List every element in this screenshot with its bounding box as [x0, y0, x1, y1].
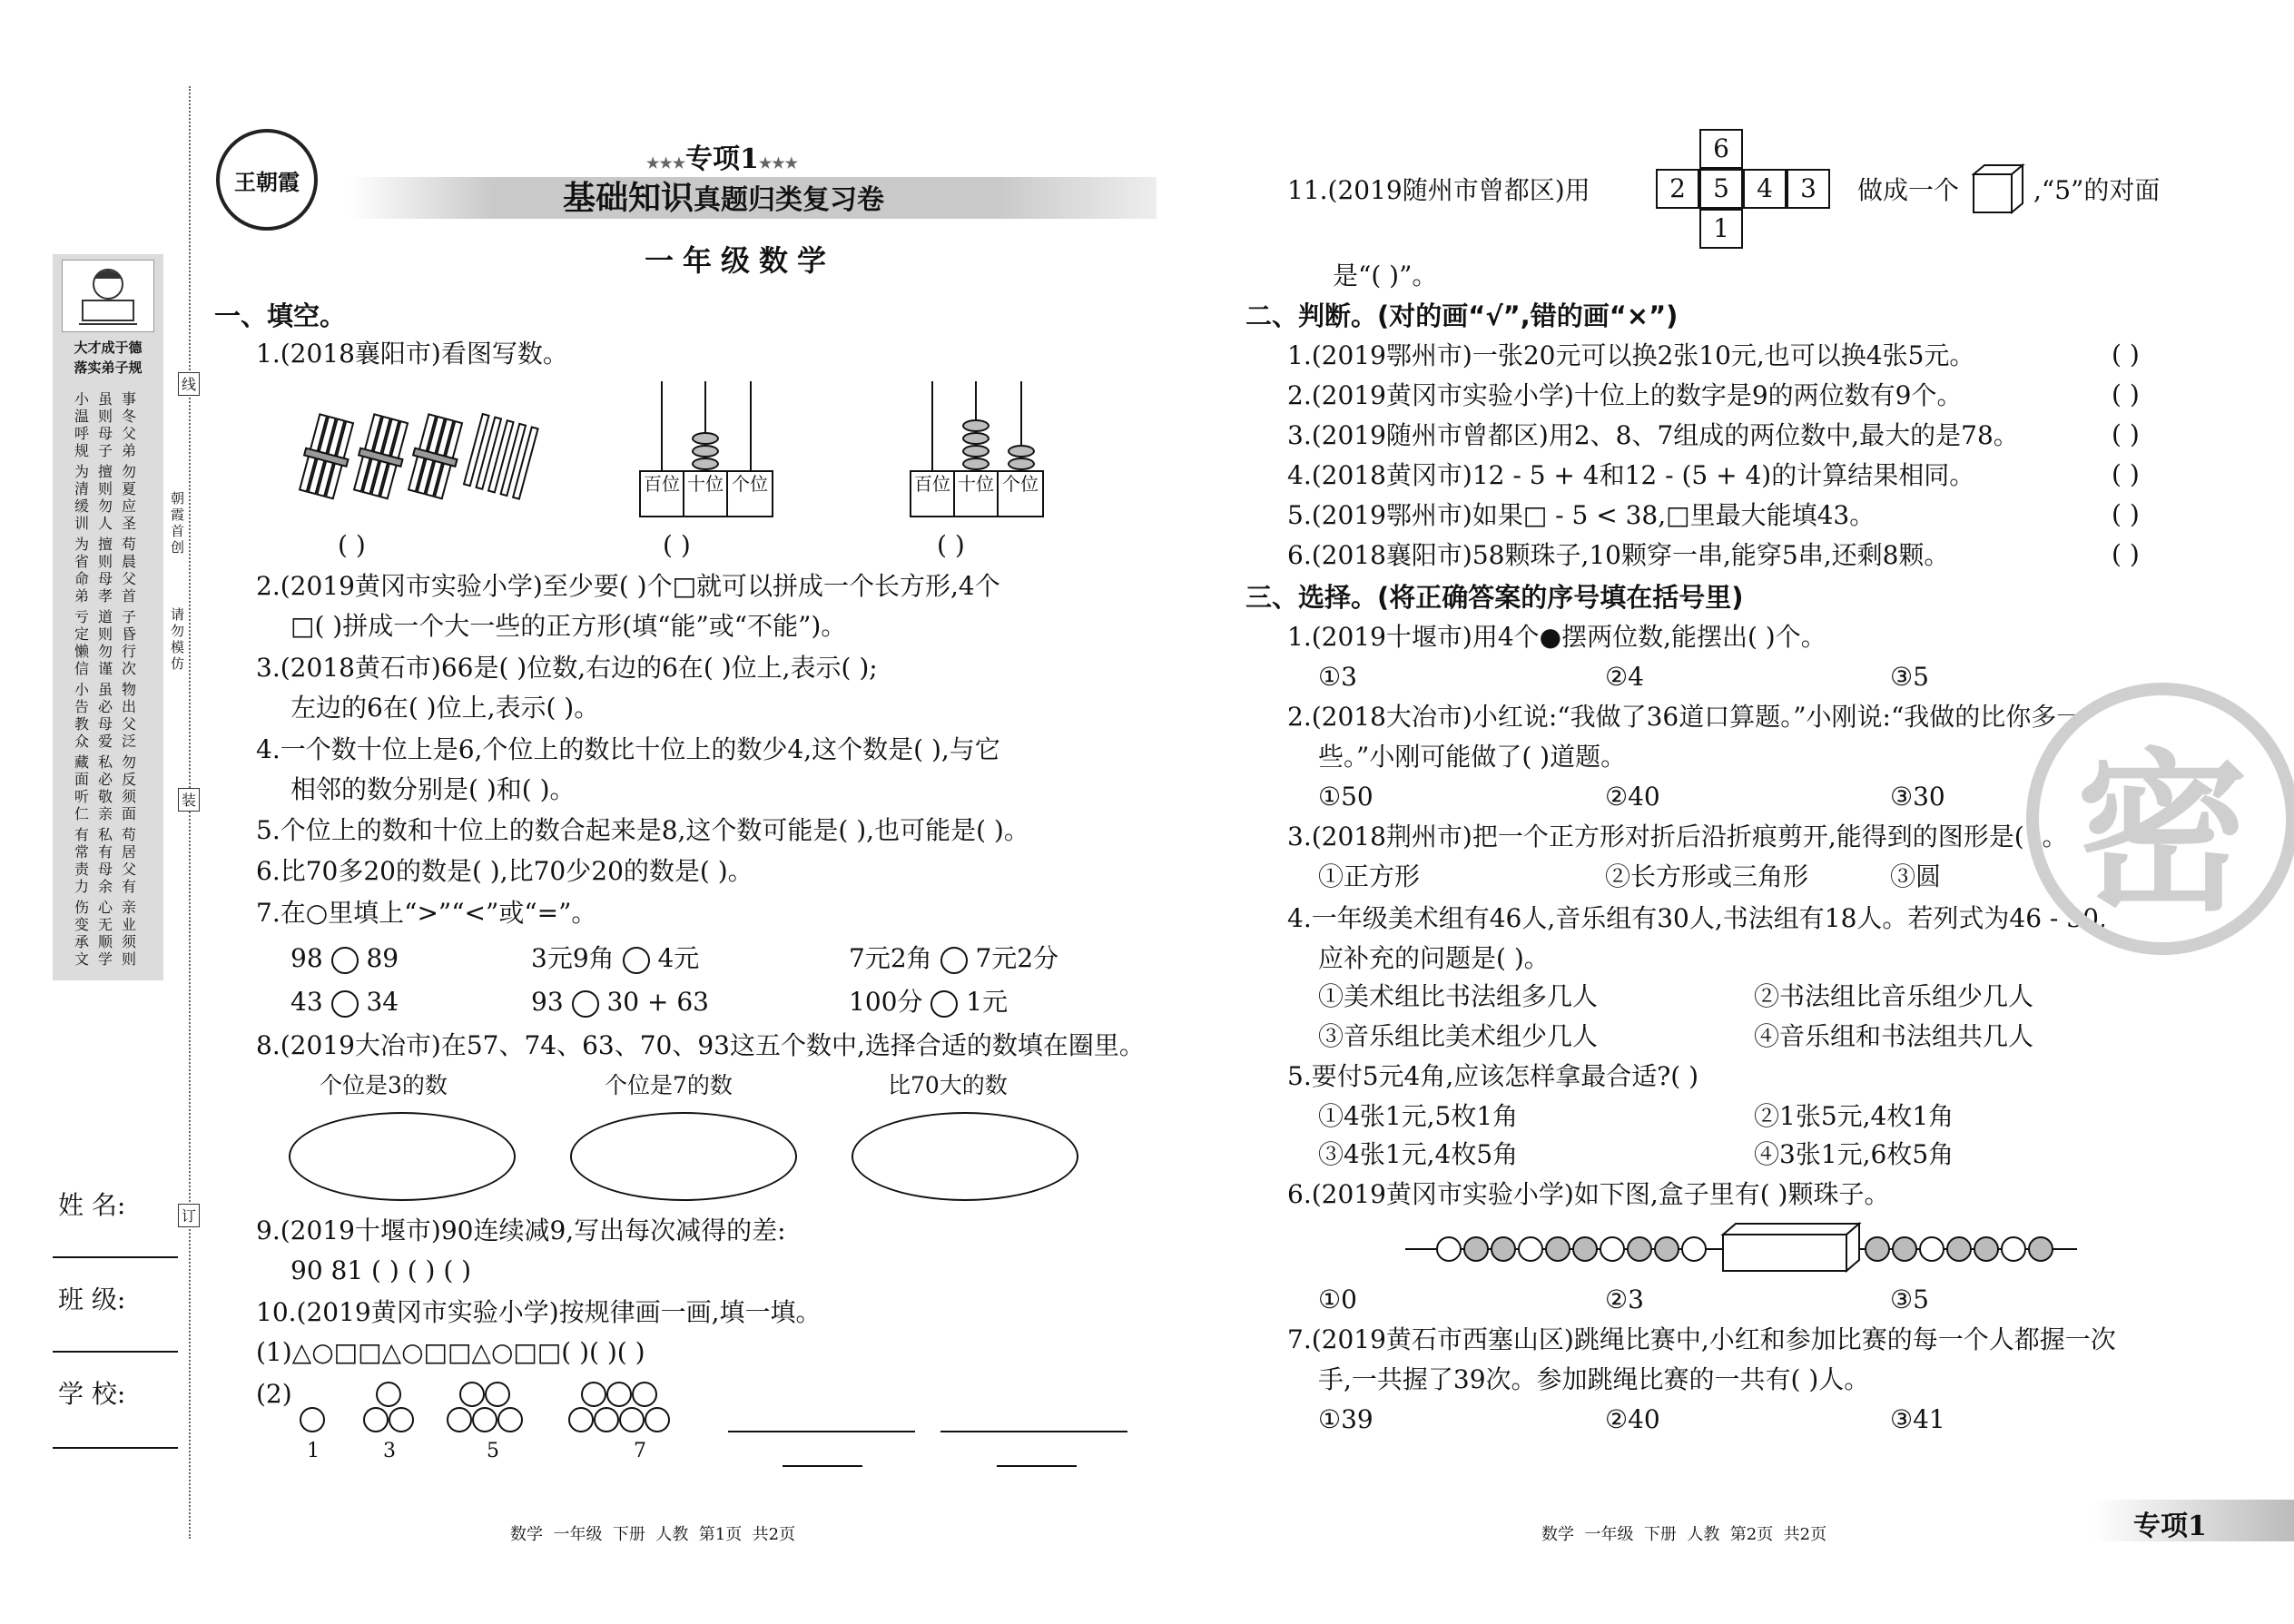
sidebar-verse-char: 文	[74, 950, 89, 968]
sidebar-verse-char: 擅	[97, 463, 113, 480]
q10-number-5: 5	[487, 1440, 499, 1462]
q5: 5.个位上的数和十位上的数合起来是8,这个数可能是( ),也可能是( )。	[256, 815, 1029, 845]
c1-opt-3[interactable]: ③5	[1890, 662, 1929, 692]
c2-opt-1[interactable]: ①50	[1318, 782, 1373, 812]
abacus1-label-ones: 个位	[732, 473, 768, 495]
q1-answer-3[interactable]: ( )	[937, 530, 965, 560]
sidebar-verse-char: 虽	[97, 681, 113, 698]
c4-line1: 4.一年级美术组有46人,音乐组有30人,书法组有18人。若列式为46 - 30,	[1287, 903, 2107, 933]
sidebar-verse-char: 小	[74, 681, 89, 698]
judge-item: 4.(2018黄冈市)12 - 5 + 4和12 - (5 + 4)的计算结果相同。	[1287, 460, 1975, 490]
c4-opt-4[interactable]: ④音乐组和书法组共几人	[1754, 1021, 2034, 1051]
sidebar-verse-char: 则	[97, 480, 113, 497]
c7-line1: 7.(2019黄石市西塞山区)跳绳比赛中,小红和参加比赛的每一个人都握一次	[1287, 1324, 2116, 1354]
c7-opt-3[interactable]: ③41	[1890, 1404, 1945, 1434]
sidebar-verse-char: 勿	[121, 463, 136, 480]
sidebar-verse-char: 藏	[74, 753, 89, 771]
sidebar-verse-char: 道	[97, 608, 113, 625]
judge-item: 6.(2018襄阳市)58颗珠子,10颗穿一串,能穿5串,还剩8颗。	[1287, 540, 1950, 570]
judge-answer-blank[interactable]: ( )	[2112, 379, 2140, 409]
section-choice: 三、选择。(将正确答案的序号填在括号里)	[1245, 582, 1744, 613]
c7-opt-2[interactable]: ②40	[1605, 1404, 1660, 1434]
brand-logo: 王朝霞	[216, 129, 318, 231]
abacus1-bead	[692, 458, 719, 470]
fold-mark-2: 装	[178, 788, 200, 812]
abacus1-bead	[692, 432, 719, 445]
sidebar-verse-char: 则	[97, 625, 113, 643]
sidebar-verse-char: 力	[74, 878, 89, 895]
sidebar-verse-char: 承	[74, 933, 89, 950]
c3-opt-1[interactable]: ①正方形	[1318, 861, 1421, 891]
sidebar-verse-char: 冬	[121, 408, 136, 425]
q11-cell-bottom: 1	[1699, 209, 1743, 249]
bead-box-diagram	[1405, 1222, 2077, 1273]
compare-circle[interactable]	[572, 990, 599, 1018]
school-field[interactable]	[53, 1447, 178, 1449]
judge-item: 5.(2019鄂州市)如果□ - 5 < 38,□里最大能填43。	[1287, 500, 1876, 530]
q6: 6.比70多20的数是( ),比70少20的数是( )。	[256, 856, 753, 886]
q11-line2: 是“( )”。	[1333, 261, 1438, 290]
sidebar-verse-char: 无	[97, 916, 113, 933]
sidebar-verse-char: 小	[74, 390, 89, 408]
stick-bundles-image	[290, 413, 545, 504]
name-field[interactable]	[53, 1256, 178, 1258]
class-field[interactable]	[53, 1351, 178, 1353]
footer-left: 数学 一年级 下册 人教 第1页 共2页	[510, 1525, 796, 1544]
fold-mark-3: 订	[178, 1204, 200, 1227]
watermark-seal-text: 密	[2075, 733, 2249, 934]
q8-oval-3[interactable]	[852, 1112, 1078, 1201]
q4-line1: 4.一个数十位上是6,个位上的数比十位上的数少4,这个数是( ),与它	[256, 734, 1000, 764]
q8-label-3: 比70大的数	[888, 1072, 1008, 1098]
q8-label-1: 个位是3的数	[320, 1072, 448, 1098]
sidebar-verse-char: 谨	[97, 660, 113, 677]
q10-circle-pattern	[290, 1380, 690, 1434]
sidebar-verse-char: 晨	[121, 553, 136, 570]
c2-line1: 2.(2018大冶市)小红说:“我做了36道口算题。”小刚说:“我做的比你多一	[1287, 702, 2082, 732]
compare-circle[interactable]	[623, 947, 650, 974]
sidebar-verse-char: 为	[74, 463, 89, 480]
sidebar-verse-char: 则	[97, 553, 113, 570]
sidebar-verse-char: 苟	[121, 536, 136, 553]
c3: 3.(2018荆州市)把一个正方形对折后沿折痕剪开,能得到的图形是( )。	[1287, 822, 2068, 851]
sidebar-verse-char: 常	[74, 843, 89, 861]
c6-opt-1[interactable]: ①0	[1318, 1284, 1357, 1314]
sidebar-verse-char: 勿	[97, 643, 113, 660]
q10-answer-line-1[interactable]	[783, 1465, 862, 1467]
q10: 10.(2019黄冈市实验小学)按规律画一画,填一填。	[256, 1297, 822, 1327]
abacus2-bead	[962, 445, 989, 458]
sidebar-verse-char: 学	[97, 950, 113, 968]
sidebar-verse-char: 父	[121, 715, 136, 733]
section-judge: 二、判断。(对的画“√”,错的画“×”)	[1245, 300, 1679, 331]
subtitle: 一年级数学	[645, 243, 836, 278]
judge-answer-blank[interactable]: ( )	[2112, 539, 2140, 569]
sidebar-verse-char: 勿	[121, 753, 136, 771]
abacus1-label-hundreds: 百位	[641, 472, 684, 516]
sidebar-verse-char: 圣	[121, 515, 136, 532]
sidebar-verse-char: 伤	[74, 899, 89, 916]
q7-item-4: 43 34	[290, 987, 399, 1017]
c6-opt-2[interactable]: ②3	[1605, 1284, 1644, 1314]
sidebar-verse-char: 有	[97, 843, 113, 861]
sidebar-verse-char: 母	[97, 570, 113, 587]
sidebar-verse-char: 苟	[121, 826, 136, 843]
sidebar-verse-char: 亏	[74, 608, 89, 625]
q1: 1.(2018襄阳市)看图写数。	[256, 339, 568, 369]
abacus2-bead	[962, 432, 989, 445]
sidebar-verse-char: 父	[121, 570, 136, 587]
sidebar-verse-char: 子	[97, 442, 113, 459]
sidebar-verses	[60, 390, 160, 971]
sidebar-verse-char: 爱	[97, 733, 113, 750]
sidebar-verse-char: 物	[121, 681, 136, 698]
c6-opt-3[interactable]: ③5	[1890, 1284, 1929, 1314]
sidebar-verse-char: 面	[121, 805, 136, 822]
footer-tab: 专项1	[2093, 1500, 2294, 1541]
compare-circle[interactable]	[930, 990, 958, 1018]
sidebar-verse-char: 勿	[97, 497, 113, 515]
sidebar-verse-char: 私	[97, 753, 113, 771]
abacus1-labels	[639, 470, 773, 517]
sidebar-verse-char: 首	[121, 587, 136, 605]
mascot-image	[62, 260, 154, 332]
sidebar-verse-char: 责	[74, 861, 89, 878]
q8: 8.(2019大冶市)在57、74、63、70、93这五个数中,选择合适的数填在圈里。	[256, 1030, 1145, 1060]
c4-opt-3[interactable]: ③音乐组比美术组少几人	[1318, 1021, 1599, 1051]
q3-line1: 3.(2018黄石市)66是( )位数,右边的6在( )位上,表示( );	[256, 653, 878, 683]
q7-item-2: 3元9角 4元	[531, 943, 700, 973]
q11-cell-1: 2	[1656, 169, 1699, 209]
sidebar-verse-char: 子	[121, 608, 136, 625]
q10-number-3: 3	[383, 1440, 396, 1462]
abacus2-labels	[910, 470, 1044, 517]
sidebar-verse-char: 省	[74, 553, 89, 570]
sidebar-verse-char: 弟	[74, 587, 89, 605]
judge-answer-blank[interactable]: ( )	[2112, 499, 2140, 529]
compare-circle[interactable]	[331, 947, 359, 974]
q10-number-7: 7	[634, 1440, 646, 1462]
sidebar-verse-char: 余	[97, 878, 113, 895]
sidebar-verse-char: 母	[97, 861, 113, 878]
c2-opt-2[interactable]: ②40	[1605, 782, 1660, 812]
sidebar-verse-char: 众	[74, 733, 89, 750]
school-label: 学 校:	[58, 1379, 126, 1409]
sidebar-verse-char: 定	[74, 625, 89, 643]
q2-line1: 2.(2019黄冈市实验小学)至少要( )个□就可以拼成一个长方形,4个	[256, 571, 1000, 601]
c1-opt-2[interactable]: ②4	[1605, 662, 1644, 692]
q10-part1: (1)△○□□△○□□△○□□( )( )( )	[256, 1337, 645, 1367]
sidebar-verse-char: 事	[121, 390, 136, 408]
q10-draw-line-1[interactable]	[728, 1431, 915, 1432]
sidebar-verse-char: 亲	[97, 805, 113, 822]
sidebar-verse-char: 私	[97, 826, 113, 843]
sidebar-verse-char: 泛	[121, 733, 136, 750]
c5: 5.要付5元4角,应该怎样拿最合适?( )	[1287, 1061, 1699, 1091]
c5-opt-2[interactable]: ②1张5元,4枚1角	[1754, 1101, 1954, 1131]
section-fill-blank: 一、填空。	[214, 300, 347, 331]
binding-dotted-line	[189, 86, 191, 1539]
sidebar-verse-char: 仁	[74, 805, 89, 822]
judge-item: 3.(2019随州市曾都区)用2、8、7组成的两位数中,最大的是78。	[1287, 420, 2019, 450]
sidebar-verse-char: 必	[97, 698, 113, 715]
sidebar-verse-char: 懒	[74, 643, 89, 660]
c4-opt-2[interactable]: ②书法组比音乐组少几人	[1754, 981, 2034, 1011]
sidebar-verse-char: 母	[97, 715, 113, 733]
abacus2-bead	[962, 419, 989, 432]
q10-draw-line-2[interactable]	[940, 1431, 1127, 1432]
sidebar-verse-char: 父	[121, 861, 136, 878]
c1-opt-1[interactable]: ①3	[1318, 662, 1357, 692]
q10-number-1: 1	[307, 1440, 320, 1462]
sidebar-verse-char: 变	[74, 916, 89, 933]
footer-right: 数学 一年级 下册 人教 第2页 共2页	[1541, 1525, 1827, 1544]
q8-label-2: 个位是7的数	[605, 1072, 733, 1098]
sidebar-verse-char: 夏	[121, 480, 136, 497]
abacus1-label-tens: 十位	[684, 472, 728, 516]
sidebar-verse-char: 次	[121, 660, 136, 677]
copyright-a: 朝霞首创	[171, 490, 185, 556]
sidebar-verse-char: 应	[121, 497, 136, 515]
c2-opt-3[interactable]: ③30	[1890, 782, 1945, 812]
abacus2-bead	[1008, 458, 1035, 470]
sidebar-verse-char: 教	[74, 715, 89, 733]
abacus2-label-hundreds: 百位	[911, 472, 955, 516]
c2-line2: 些。”小刚可能做了( )道题。	[1318, 742, 1627, 772]
q7-item-5: 93 30 + 63	[531, 987, 709, 1017]
abacus1-rod-ones	[750, 381, 752, 472]
cube-icon	[1972, 163, 2026, 214]
name-label: 姓 名:	[58, 1190, 126, 1220]
abacus2-bead	[1008, 445, 1035, 458]
c3-opt-2[interactable]: ②长方形或三角形	[1605, 861, 1809, 891]
sidebar-verse-char: 父	[121, 425, 136, 442]
q11-line1b: 做成一个	[1857, 175, 1960, 205]
q11-line1c: ,“5”的对面	[2033, 175, 2161, 205]
c5-opt-3[interactable]: ③4张1元,4枚5角	[1318, 1139, 1519, 1169]
copyright-b: 请勿模仿	[171, 606, 185, 672]
sidebar-verse-char: 孝	[97, 587, 113, 605]
q11-line1a: 11.(2019随州市曾都区)用	[1287, 175, 1590, 205]
q2-line2: □( )拼成一个大一些的正方形(填“能”或“不能”)。	[290, 611, 847, 641]
sidebar-verse-char: 清	[74, 480, 89, 497]
q11-cell-top: 6	[1699, 129, 1743, 169]
c6: 6.(2019黄冈市实验小学)如下图,盒子里有( )颗珠子。	[1287, 1179, 1890, 1209]
sidebar-verse-char: 居	[121, 843, 136, 861]
sidebar-verse-char: 面	[74, 771, 89, 788]
abacus1-rod-hundreds	[661, 381, 663, 472]
q4-line2: 相邻的数分别是( )和( )。	[290, 774, 576, 804]
series-label: ★★★专项1★★★	[646, 143, 798, 175]
q10-answer-line-2[interactable]	[997, 1465, 1077, 1467]
c1: 1.(2019十堰市)用4个●摆两位数,能摆出( )个。	[1287, 622, 1826, 652]
q7-item-1: 98 89	[290, 943, 399, 973]
sidebar-verse-char: 有	[74, 826, 89, 843]
sidebar-panel	[53, 254, 163, 980]
compare-circle[interactable]	[331, 990, 359, 1018]
sidebar-verse-char: 为	[74, 536, 89, 553]
sidebar-verse-char: 温	[74, 408, 89, 425]
sidebar-verse-char: 虽	[97, 390, 113, 408]
abacus2-bead	[962, 458, 989, 470]
sidebar-verse-char: 须	[121, 788, 136, 805]
c5-opt-1[interactable]: ①4张1元,5枚1角	[1318, 1101, 1519, 1131]
q10-part2-label: (2)	[256, 1379, 292, 1409]
sidebar-verse-char: 必	[97, 771, 113, 788]
sidebar-verse-char: 命	[74, 570, 89, 587]
q11-cell-2: 5	[1699, 169, 1743, 209]
judge-answer-blank[interactable]: ( )	[2112, 419, 2140, 449]
fold-mark-1: 线	[178, 372, 200, 396]
motto-2: 落实弟子规	[74, 359, 143, 376]
abacus2-label-tens: 十位	[955, 472, 999, 516]
q1-answer-1[interactable]: ( )	[338, 530, 366, 560]
sidebar-verse-char: 出	[121, 698, 136, 715]
motto-1: 大才成于德	[74, 340, 143, 356]
q11-cell-4: 3	[1787, 169, 1830, 209]
sidebar-verse-char: 信	[74, 660, 89, 677]
sidebar-verse-char: 母	[97, 425, 113, 442]
sidebar-verse-char: 则	[121, 950, 136, 968]
c7-opt-1[interactable]: ①39	[1318, 1404, 1373, 1434]
sidebar-verse-char: 心	[97, 899, 113, 916]
sidebar-verse-char: 则	[97, 408, 113, 425]
q7: 7.在○里填上“>”“<”或“=”。	[256, 898, 597, 928]
sidebar-verse-char: 亲	[121, 899, 136, 916]
q9-sequence: 90 81 ( ) ( ) ( )	[290, 1255, 472, 1285]
q9: 9.(2019十堰市)90连续减9,写出每次减得的差:	[256, 1216, 786, 1245]
sidebar-verse-char: 反	[121, 771, 136, 788]
watermark-seal	[2026, 683, 2294, 955]
sidebar-verse-char: 顺	[97, 933, 113, 950]
c7-line2: 手,一共握了39次。参加跳绳比赛的一共有( )人。	[1318, 1364, 1870, 1394]
sidebar-verse-char: 听	[74, 788, 89, 805]
abacus1-bead	[692, 445, 719, 458]
judge-answer-blank[interactable]: ( )	[2112, 340, 2140, 369]
q11-cell-3: 4	[1743, 169, 1787, 209]
sidebar-verse-char: 缓	[74, 497, 89, 515]
q8-oval-1[interactable]	[289, 1112, 516, 1201]
q7-item-3: 7元2角 7元2分	[849, 943, 1059, 973]
sidebar-verse-char: 弟	[121, 442, 136, 459]
class-label: 班 级:	[58, 1284, 126, 1314]
c3-opt-3[interactable]: ③圆	[1890, 861, 1942, 891]
q3-line2: 左边的6在( )位上,表示( )。	[290, 693, 600, 723]
q7-item-6: 100分 1元	[849, 987, 1009, 1017]
q1-answer-2[interactable]: ( )	[663, 530, 691, 560]
sidebar-verse-char: 呼	[74, 425, 89, 442]
abacus2-label-ones: 个位	[1002, 473, 1039, 495]
sidebar-verse-char: 擅	[97, 536, 113, 553]
sidebar-verse-char: 昏	[121, 625, 136, 643]
compare-circle[interactable]	[940, 947, 968, 974]
abacus2-rod-hundreds	[931, 381, 933, 472]
sidebar-verse-char: 须	[121, 933, 136, 950]
judge-item: 1.(2019鄂州市)一张20元可以换2张10元,也可以换4张5元。	[1287, 340, 1975, 370]
sidebar-verse-char: 业	[121, 916, 136, 933]
page-title: 基础知识真题归类复习卷	[563, 180, 885, 217]
sidebar-verse-char: 行	[121, 643, 136, 660]
judge-answer-blank[interactable]: ( )	[2112, 459, 2140, 489]
judge-item: 2.(2019黄冈市实验小学)十位上的数字是9的两位数有9个。	[1287, 380, 1963, 410]
c4-opt-1[interactable]: ①美术组比书法组多几人	[1318, 981, 1599, 1011]
sidebar-verse-char: 有	[121, 878, 136, 895]
sidebar-verse-char: 规	[74, 442, 89, 459]
q8-oval-2[interactable]	[570, 1112, 797, 1201]
sidebar-verse-char: 训	[74, 515, 89, 532]
sidebar-verse-char: 敬	[97, 788, 113, 805]
sidebar-verse-char: 告	[74, 698, 89, 715]
c5-opt-4[interactable]: ④3张1元,6枚5角	[1754, 1139, 1954, 1169]
c4-line2: 应补充的问题是( )。	[1318, 943, 1550, 973]
sidebar-verse-char: 人	[97, 515, 113, 532]
